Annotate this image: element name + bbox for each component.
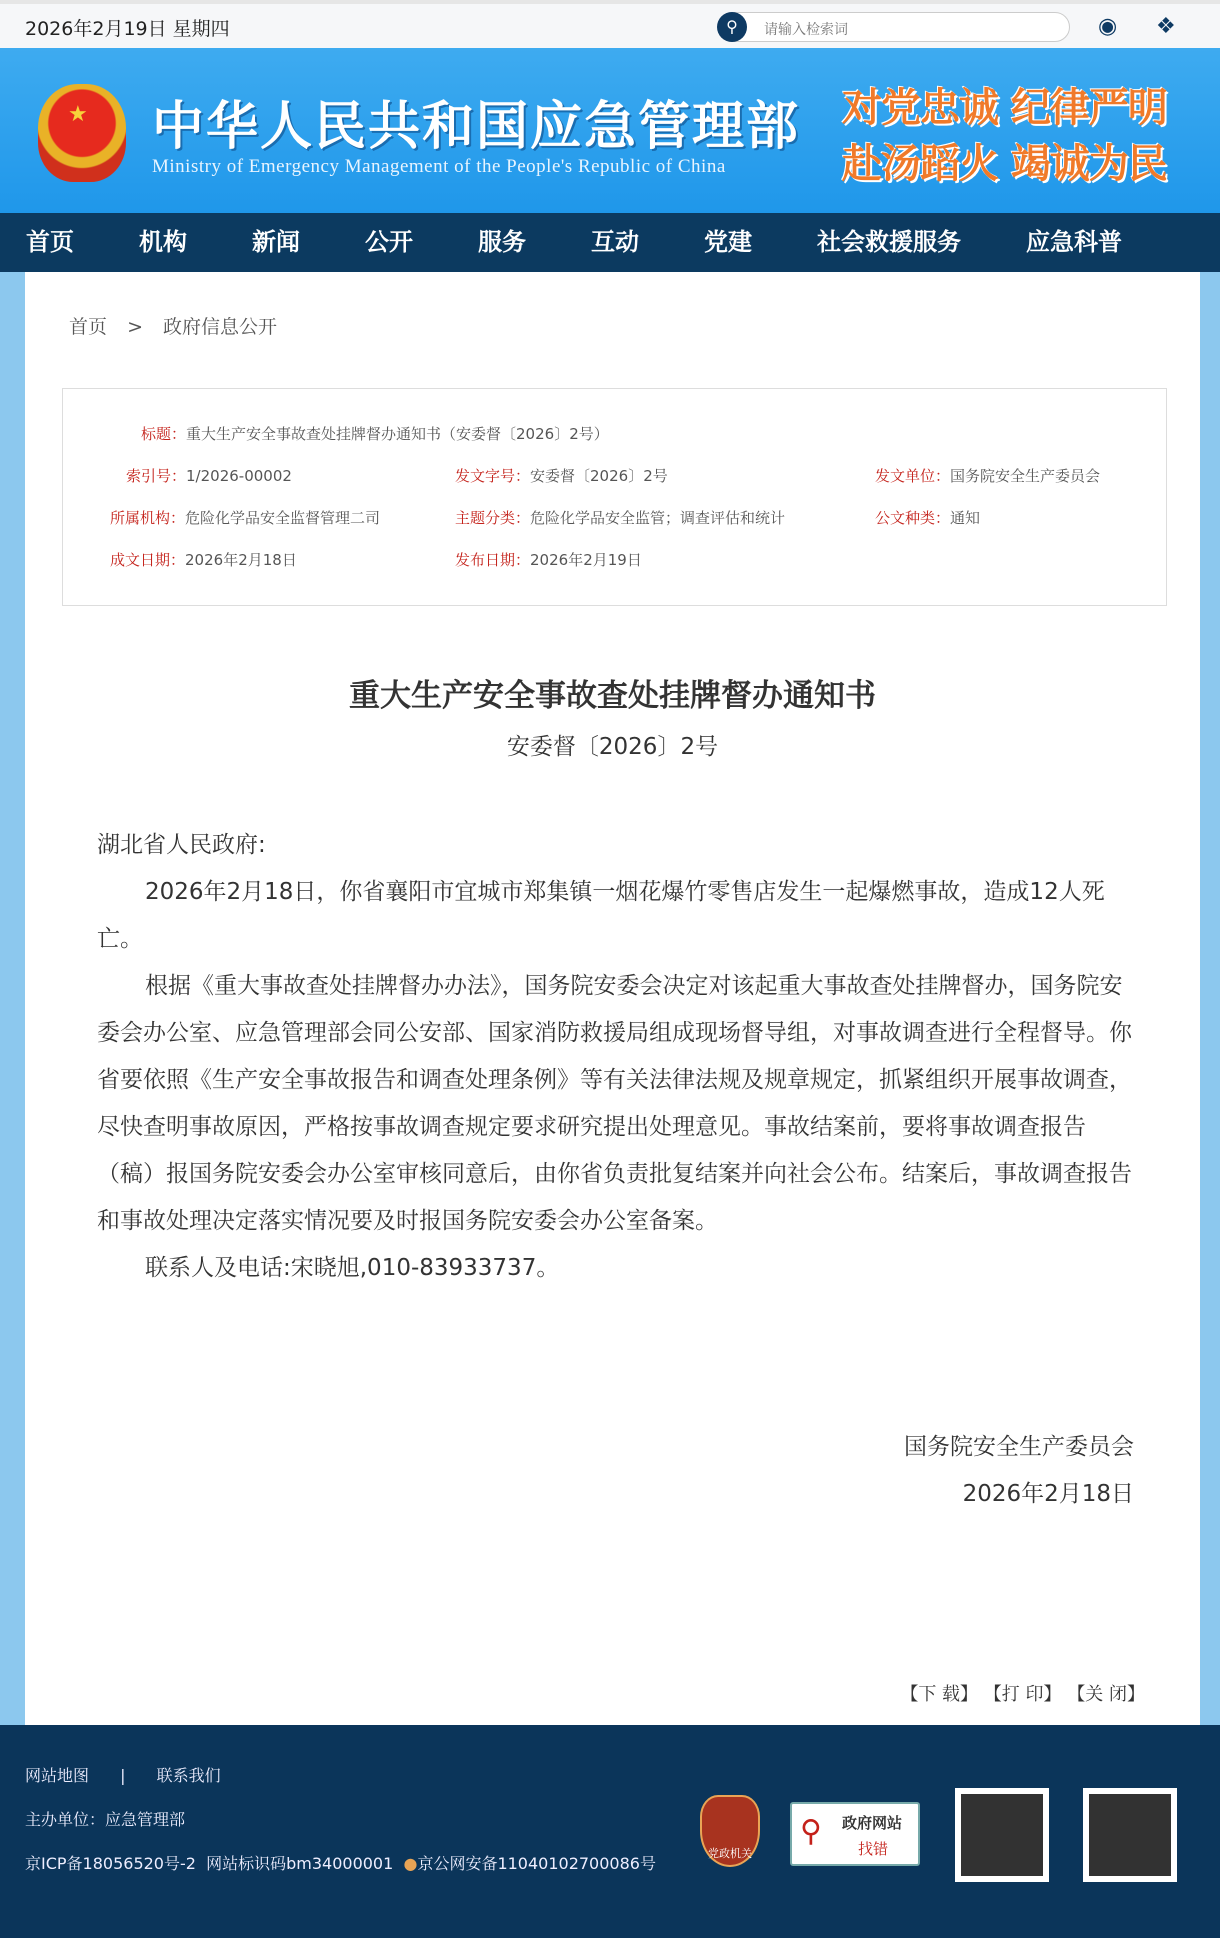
content-panel [25, 272, 1200, 1725]
info-org: 所属机构：危险化学品安全监督管理二司 [110, 509, 381, 527]
site-name-en: Ministry of Emergency Management of the People's Republic of China [152, 156, 726, 177]
qr-code-icon [955, 1788, 1049, 1882]
info-publish-date: 发布日期：2026年2月19日 [455, 551, 642, 569]
link-separator: | [120, 1766, 126, 1785]
signer: 国务院安全生产委员会 [904, 1434, 1134, 1460]
police-badge-icon: ● [403, 1854, 418, 1873]
document-info-box [62, 388, 1167, 606]
print-button[interactable]: 【打 印】 [983, 1684, 1062, 1705]
icp-record[interactable]: 京ICP备18056520号-2 [25, 1854, 196, 1873]
top-bar [0, 0, 1220, 48]
info-docno: 发文字号：安委督〔2026〕2号 [455, 467, 668, 485]
qr-code-icon [1083, 1788, 1177, 1882]
salutation: 湖北省人民政府: [97, 832, 266, 858]
breadcrumb-current[interactable]: 政府信息公开 [163, 316, 278, 338]
national-emblem-icon: ★ [38, 84, 126, 182]
nav-news[interactable]: 新闻 [252, 228, 300, 256]
breadcrumb [69, 312, 291, 339]
main-nav [0, 213, 1220, 272]
breadcrumb-home[interactable]: 首页 [69, 316, 108, 338]
breadcrumb-separator: > [127, 316, 143, 338]
wechat-icon[interactable]: ❖ [1156, 14, 1176, 39]
nav-interact[interactable]: 互动 [591, 228, 639, 256]
slogan-line-2: 赴汤蹈火 竭诚为民 [842, 140, 1167, 187]
slogan-line-1: 对党忠诚 纪律严明 [842, 84, 1167, 131]
article-actions [900, 1680, 1145, 1706]
info-topic: 主题分类：危险化学品安全监管；调查评估和统计 [455, 509, 786, 527]
footer-links [25, 1763, 221, 1786]
nav-org[interactable]: 机构 [139, 228, 187, 256]
nav-home[interactable]: 首页 [26, 228, 74, 256]
weibo-icon[interactable]: ◉ [1098, 14, 1118, 39]
paragraph: 2026年2月18日，你省襄阳市宜城市郑集镇一烟花爆竹零售店发生一起爆燃事故，造成12人死亡。 [97, 879, 1105, 952]
host-unit: 主办单位：应急管理部 [25, 1810, 186, 1829]
nav-rescue[interactable]: 社会救援服务 [817, 228, 961, 256]
info-title: 标题：重大生产安全事故查处挂牌督办通知书（安委督〔2026〕2号） [141, 425, 609, 443]
gov-site-error-report[interactable]: ⚲ 政府网站 找错 [790, 1802, 920, 1866]
nav-party[interactable]: 党建 [704, 228, 752, 256]
close-button[interactable]: 【关 闭】 [1067, 1684, 1145, 1705]
contact-paragraph: 联系人及电话:宋晓旭,010-83933737。 [145, 1255, 560, 1281]
article-docno: 安委督〔2026〕2号 [506, 734, 719, 760]
magnifier-icon: ⚲ [800, 1814, 822, 1849]
site-id: 网站标识码bm34000001 [206, 1854, 394, 1873]
info-written-date: 成文日期：2026年2月18日 [110, 551, 297, 569]
info-issuer: 发文单位：国务院安全生产委员会 [875, 467, 1101, 485]
nav-science[interactable]: 应急科普 [1026, 228, 1122, 256]
sitemap-link[interactable]: 网站地图 [25, 1766, 90, 1785]
article-body [97, 822, 1133, 1292]
search-input[interactable] [718, 12, 1070, 42]
paragraph: 根据《重大事故查处挂牌督办办法》，国务院安委会决定对该起重大事故查处挂牌督办，国务院安委会办公室、应急管理部会同公安部、国家消防救援局组成现场督导组，对事故调查进行全程督导。你省要依照《生产安全事故报告和调查处理条例》等有关法律法规及规章规定，抓紧组织开展事故调查，尽快查明事故原因，严格按事故调查规定要求研究提出处理意见。事故结案前，要将事故调查报告（稿）报国务院安委会办公室审核同意后，由你省负责批复结案并向社会公布。结案后，事故调查报告和事故处理决定落实情况要及时报国务院安委会办公室备案。 [97, 973, 1132, 1234]
party-gov-badge[interactable]: 党政机关 [700, 1795, 760, 1867]
current-date: 2026年2月19日 星期四 [25, 18, 230, 40]
download-button[interactable]: 【下 载】 [900, 1684, 979, 1705]
search-placeholder: 请输入检索词 [764, 22, 848, 38]
nav-public[interactable]: 公开 [365, 228, 413, 256]
search-icon[interactable]: ⚲ [717, 12, 747, 42]
contact-link[interactable]: 联系我们 [156, 1766, 221, 1785]
sign-date: 2026年2月18日 [962, 1481, 1134, 1507]
site-name[interactable]: 中华人民共和国应急管理部 [152, 97, 801, 157]
nav-service[interactable]: 服务 [478, 228, 526, 256]
footer-records [25, 1851, 656, 1874]
info-type: 公文种类：通知 [875, 509, 981, 527]
police-record[interactable]: 京公网安备11040102700086号 [417, 1854, 656, 1873]
article-title: 重大生产安全事故查处挂牌督办通知书 [349, 678, 876, 714]
site-header [0, 48, 1220, 213]
info-index: 索引号：1/2026-00002 [126, 467, 292, 485]
